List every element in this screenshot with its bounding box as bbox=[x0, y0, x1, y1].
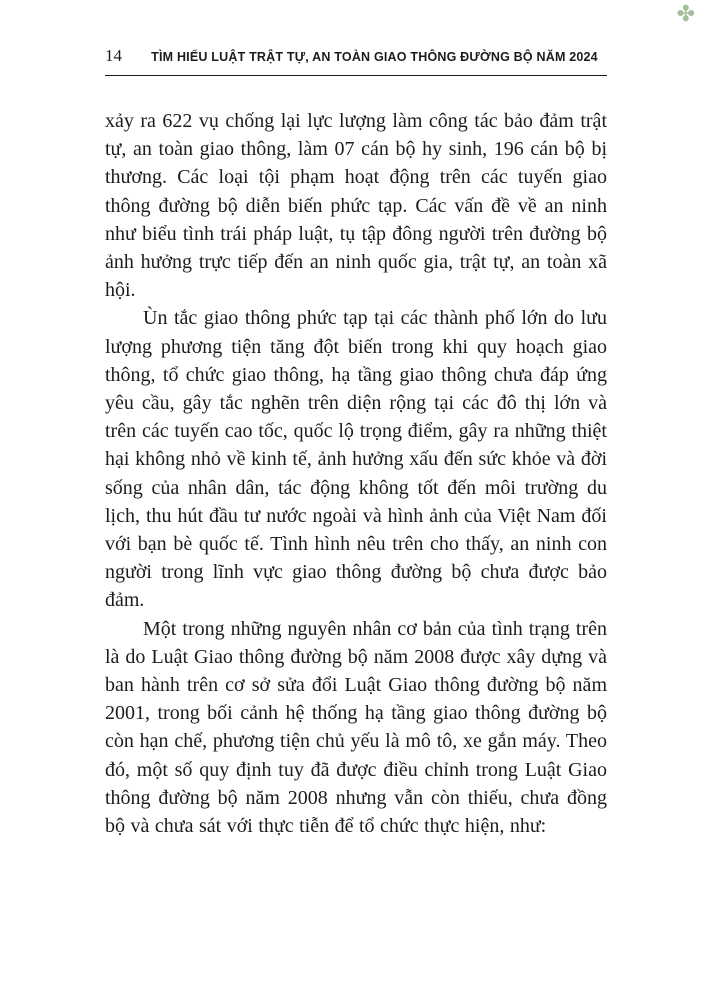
page-number: 14 bbox=[105, 46, 122, 65]
flower-icon: ✤ bbox=[676, 2, 695, 27]
paragraph: Ùn tắc giao thông phức tạp tại các thành phố lớn do lưu lượng phương tiện tăng đột biến trong khi quy hoạch giao thông, tổ chức giao thông, hạ tầng giao thông chưa đáp ứng yêu cầu, gây tắc nghẽn trên diện rộng tại các đô thị lớn và trên các tuyến cao tốc, quốc lộ trọng điểm, gây ra những thiệt hại không nhỏ về kinh tế, ảnh hưởng xấu đến sức khỏe và đời sống của nhân dân, tác động không tốt đến môi trường du lịch, thu hút đầu tư nước ngoài và hình ảnh của Việt Nam đối với bạn bè quốc tế. Tình hình nêu trên cho thấy, an ninh con người trong lĩnh vực giao thông đường bộ chưa được bảo đảm. bbox=[105, 307, 607, 612]
page-content bbox=[105, 107, 607, 840]
paragraph: Một trong những nguyên nhân cơ bản của tình trạng trên là do Luật Giao thông đường bộ năm 2008 được xây dựng và ban hành trên cơ sở sửa đổi Luật Giao thông đường bộ năm 2001, trong bối cảnh hệ thống hạ tầng giao thông đường bộ còn hạn chế, phương tiện chủ yếu là mô tô, xe gắn máy. Theo đó, một số quy định tuy đã được điều chỉnh trong Luật Giao thông đường bộ năm 2008 nhưng vẫn còn thiếu, chưa đồng bộ và chưa sát với thực tiễn để tổ chức thực hiện, như: bbox=[105, 617, 607, 838]
page-header bbox=[105, 46, 607, 76]
paragraph: xảy ra 622 vụ chống lại lực lượng làm công tác bảo đảm trật tự, an toàn giao thông, làm 07 cán bộ hy sinh, 196 cán bộ bị thương. Các loại tội phạm hoạt động trên các tuyến giao thông đường bộ diễn biến phức tạp. Các vấn đề về an ninh như biểu tình trái pháp luật, tụ tập đông người trên đường bộ ảnh hưởng trực tiếp đến an ninh quốc gia, trật tự, an toàn xã hội. bbox=[105, 110, 607, 302]
header-title: TÌM HIỂU LUẬT TRẬT TỰ, AN TOÀN GIAO THÔNG ĐƯỜNG BỘ NĂM 2024 bbox=[151, 50, 598, 64]
